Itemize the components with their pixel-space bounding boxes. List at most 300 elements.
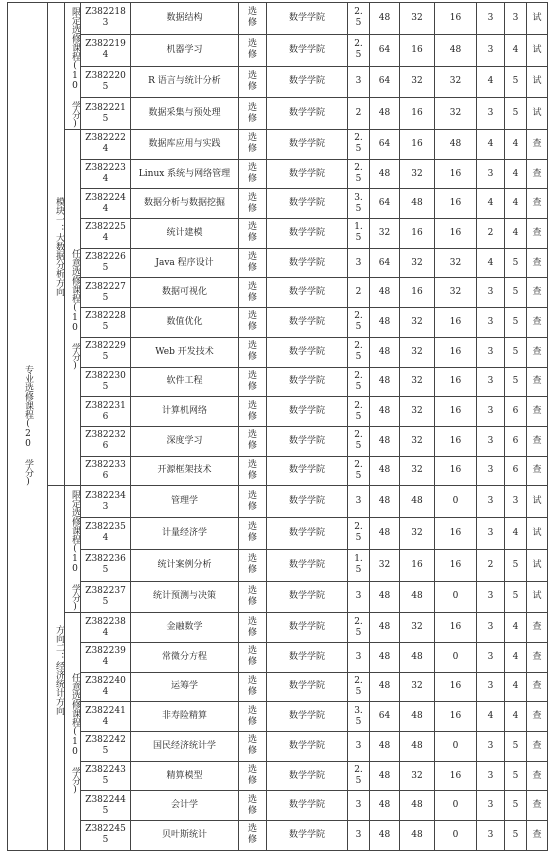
assessment-text: 查 [532, 740, 542, 751]
lecture-hours-text: 16 [411, 138, 423, 149]
total-hours-text: 64 [378, 711, 391, 722]
lecture-hours-text: 32 [411, 76, 423, 87]
course-kind [239, 702, 267, 732]
total-hours [370, 367, 400, 397]
lecture-hours [400, 397, 435, 427]
lecture-hours-text: 32 [411, 316, 423, 327]
credit-term [477, 3, 505, 35]
course-name [131, 397, 239, 427]
college-text: 数学学院 [288, 465, 325, 476]
weekly-hours-text: 5 [512, 800, 519, 811]
course-code-suffix: 4 [102, 233, 109, 244]
course-kind-char: 选 [247, 133, 257, 144]
weekly-hours [505, 642, 527, 672]
course-kind-char: 选 [247, 7, 257, 18]
credits [348, 308, 370, 338]
course-code-main: Z382245 [85, 824, 126, 835]
lecture-hours-text: 48 [411, 829, 423, 840]
table-row [8, 672, 548, 702]
credit-term [477, 337, 505, 367]
lab-hours [435, 278, 477, 308]
college-text: 数学学院 [288, 346, 325, 357]
assessment-text: 查 [532, 465, 542, 476]
credit-term-text: 3 [487, 108, 494, 119]
weekly-hours [505, 248, 527, 278]
course-code-main: Z382228 [85, 311, 126, 322]
credit-term-text: 3 [487, 681, 494, 692]
course-kind-char: 修 [247, 174, 257, 185]
total-hours-text: 64 [378, 76, 391, 87]
credits-suffix: 5 [355, 533, 362, 544]
college [267, 613, 348, 643]
lab-hours [435, 702, 477, 732]
assessment-text: 试 [532, 12, 542, 23]
total-hours [370, 219, 400, 249]
course-code-suffix: 5 [102, 776, 109, 787]
credit-term [477, 98, 505, 130]
course-code-suffix: 4 [102, 533, 109, 544]
college-text: 数学学院 [288, 257, 325, 268]
course-kind [239, 66, 267, 98]
lab-hours [435, 821, 477, 851]
lecture-hours-text: 16 [411, 44, 423, 55]
credit-term-text: 2 [487, 227, 494, 238]
lecture-hours-text: 16 [411, 227, 423, 238]
course-name [131, 219, 239, 249]
course-code-main: Z382231 [85, 400, 126, 411]
module-label-text: 方向二：经济统计方向 [54, 625, 64, 715]
weekly-hours [505, 367, 527, 397]
course-name-text: 运筹学 [170, 681, 198, 692]
lab-hours-text: 16 [449, 622, 462, 633]
credit-term-text: 3 [487, 346, 494, 357]
total-hours [370, 791, 400, 821]
course-name [131, 34, 239, 66]
credits [348, 219, 370, 249]
weekly-hours-text: 6 [512, 435, 519, 446]
course-code [81, 821, 131, 851]
lab-hours [435, 581, 477, 613]
group-label-text: 任意选修课程(10 学分) [70, 248, 80, 371]
credit-term-text: 3 [487, 527, 494, 538]
college-text: 数学学院 [288, 168, 325, 179]
course-kind-char: 选 [247, 459, 257, 470]
assessment-text: 查 [532, 198, 542, 209]
course-kind [239, 130, 267, 160]
lab-hours-text: 16 [449, 316, 462, 327]
credits-main: 2. [354, 400, 363, 411]
lab-hours [435, 518, 477, 550]
credit-term [477, 130, 505, 160]
total-hours [370, 189, 400, 219]
course-name-text: 数据采集与预处理 [148, 108, 221, 119]
course-code-main: Z382236 [85, 554, 126, 565]
credits-main: 3 [355, 800, 362, 811]
credit-term-text: 4 [487, 138, 494, 149]
course-code-suffix: 3 [102, 18, 109, 29]
lab-hours-text: 16 [449, 527, 462, 538]
course-code-suffix: 5 [102, 113, 109, 124]
college [267, 518, 348, 550]
credits-suffix: 5 [355, 565, 362, 576]
weekly-hours-text: 4 [512, 681, 519, 692]
category-label-text: 专业选修课程(20 学分) [23, 365, 33, 488]
course-code [81, 397, 131, 427]
credit-term-text: 3 [487, 316, 494, 327]
credit-term [477, 34, 505, 66]
credits-suffix: 5 [355, 50, 362, 61]
credits [348, 159, 370, 189]
total-hours [370, 761, 400, 791]
course-kind-char: 选 [247, 824, 257, 835]
college-text: 数学学院 [288, 527, 325, 538]
course-kind-char: 修 [247, 596, 257, 607]
course-kind-char: 修 [247, 716, 257, 727]
lecture-hours-text: 48 [411, 496, 423, 507]
course-name-text: 数值优化 [166, 316, 203, 327]
credits-suffix: 5 [355, 441, 362, 452]
course-code-suffix: 4 [102, 657, 109, 668]
weekly-hours [505, 672, 527, 702]
course-kind-char: 选 [247, 341, 257, 352]
college-text: 数学学院 [288, 227, 325, 238]
course-kind [239, 426, 267, 456]
course-code-suffix: 4 [102, 144, 109, 155]
lab-hours-text: 16 [449, 376, 462, 387]
credits [348, 98, 370, 130]
course-kind-char: 修 [247, 113, 257, 124]
weekly-hours [505, 159, 527, 189]
credits [348, 337, 370, 367]
course-kind-char: 修 [247, 322, 257, 333]
table-row [8, 613, 548, 643]
lab-hours [435, 308, 477, 338]
lab-hours [435, 34, 477, 66]
course-code [81, 248, 131, 278]
credit-term [477, 397, 505, 427]
assessment-text: 查 [532, 316, 542, 327]
college-text: 数学学院 [288, 198, 325, 209]
course-name [131, 278, 239, 308]
course-code-main: Z382235 [85, 522, 126, 533]
weekly-hours-text: 4 [512, 711, 519, 722]
course-kind-char: 选 [247, 585, 257, 596]
credits [348, 426, 370, 456]
course-kind-char: 修 [247, 533, 257, 544]
course-code-main: Z382237 [85, 585, 126, 596]
credit-term [477, 189, 505, 219]
course-kind-char: 选 [247, 430, 257, 441]
college [267, 456, 348, 486]
group-label-text: 限定选修课程(10 学分) [70, 490, 80, 613]
assessment-text: 查 [532, 435, 542, 446]
weekly-hours [505, 426, 527, 456]
table-row [8, 248, 548, 278]
lab-hours-text: 48 [449, 44, 462, 55]
total-hours [370, 518, 400, 550]
assessment [527, 456, 548, 486]
course-code-main: Z382221 [85, 102, 126, 113]
credit-term [477, 248, 505, 278]
course-code-main: Z382220 [85, 70, 126, 81]
course-code-suffix: 4 [102, 716, 109, 727]
table-row [8, 791, 548, 821]
total-hours [370, 581, 400, 613]
assessment [527, 613, 548, 643]
course-kind [239, 486, 267, 518]
course-code [81, 219, 131, 249]
course-code-suffix: 5 [102, 596, 109, 607]
credit-term-text: 4 [487, 257, 494, 268]
course-kind-char: 修 [247, 776, 257, 787]
lab-hours-text: 16 [449, 346, 462, 357]
lab-hours [435, 397, 477, 427]
credit-term-text: 3 [487, 435, 494, 446]
credit-term [477, 702, 505, 732]
college [267, 98, 348, 130]
credit-term-text: 3 [487, 800, 494, 811]
assessment [527, 130, 548, 160]
table-row [8, 367, 548, 397]
college-text: 数学学院 [288, 76, 325, 87]
weekly-hours-text: 5 [512, 376, 519, 387]
lab-hours [435, 367, 477, 397]
course-name [131, 613, 239, 643]
college-text: 数学学院 [288, 44, 325, 55]
course-code-main: Z382233 [85, 459, 126, 470]
course-kind-char: 选 [247, 554, 257, 565]
total-hours [370, 549, 400, 581]
college-text: 数学学院 [288, 406, 325, 417]
lecture-hours [400, 337, 435, 367]
course-kind [239, 791, 267, 821]
lecture-hours-text: 16 [411, 559, 423, 570]
lecture-hours [400, 34, 435, 66]
credits-main: 2 [355, 108, 362, 119]
course-name-text: 数据可视化 [161, 287, 207, 298]
course-code-main: Z382224 [85, 192, 126, 203]
lecture-hours [400, 98, 435, 130]
course-code-main: Z382240 [85, 675, 126, 686]
lecture-hours-text: 32 [411, 257, 423, 268]
lecture-hours [400, 456, 435, 486]
total-hours [370, 642, 400, 672]
credits [348, 613, 370, 643]
lecture-hours [400, 642, 435, 672]
assessment-text: 试 [532, 108, 542, 119]
lab-hours [435, 248, 477, 278]
table-row [8, 761, 548, 791]
assessment-text: 查 [532, 711, 542, 722]
weekly-hours-text: 5 [512, 287, 519, 298]
weekly-hours [505, 456, 527, 486]
lab-hours-text: 16 [449, 168, 462, 179]
total-hours-text: 48 [378, 346, 391, 357]
college-text: 数学学院 [288, 138, 325, 149]
course-name [131, 761, 239, 791]
weekly-hours-text: 5 [512, 740, 519, 751]
credit-term [477, 791, 505, 821]
lab-hours [435, 791, 477, 821]
credits-suffix: 5 [355, 411, 362, 422]
lecture-hours-text: 48 [411, 800, 423, 811]
total-hours-text: 48 [378, 651, 391, 662]
course-code [81, 549, 131, 581]
total-hours-text: 48 [378, 829, 391, 840]
college [267, 732, 348, 762]
course-name-text: 计量经济学 [161, 527, 207, 538]
credits-main: 2. [354, 675, 363, 686]
college [267, 308, 348, 338]
credits [348, 642, 370, 672]
credits-main: 2 [355, 287, 362, 298]
course-code-main: Z382218 [85, 7, 126, 18]
weekly-hours [505, 189, 527, 219]
course-code-main: Z382225 [85, 222, 126, 233]
credit-term [477, 821, 505, 851]
lecture-hours [400, 761, 435, 791]
assessment [527, 702, 548, 732]
course-kind-char: 选 [247, 163, 257, 174]
college [267, 791, 348, 821]
credits [348, 130, 370, 160]
lecture-hours [400, 581, 435, 613]
assessment-text: 查 [532, 622, 542, 633]
course-name [131, 732, 239, 762]
college-text: 数学学院 [288, 559, 325, 570]
college [267, 549, 348, 581]
course-kind-char: 选 [247, 400, 257, 411]
assessment [527, 642, 548, 672]
course-kind-char: 修 [247, 657, 257, 668]
lecture-hours-text: 48 [411, 198, 423, 209]
credits-main: 2. [354, 370, 363, 381]
weekly-hours [505, 791, 527, 821]
lecture-hours-text: 48 [411, 740, 423, 751]
course-kind [239, 159, 267, 189]
credit-term [477, 549, 505, 581]
credit-term-text: 4 [487, 711, 494, 722]
course-code [81, 278, 131, 308]
course-code-suffix: 4 [102, 203, 109, 214]
table-row [8, 189, 548, 219]
credits-main: 3. [354, 705, 363, 716]
course-code-main: Z382223 [85, 163, 126, 174]
total-hours-text: 32 [378, 227, 391, 238]
weekly-hours-text: 3 [512, 496, 519, 507]
weekly-hours-text: 4 [512, 651, 519, 662]
total-hours [370, 397, 400, 427]
lecture-hours-text: 32 [411, 622, 423, 633]
course-code [81, 98, 131, 130]
weekly-hours-text: 4 [512, 227, 519, 238]
lecture-hours-text: 32 [411, 681, 423, 692]
lab-hours [435, 3, 477, 35]
course-name-text: 软件工程 [166, 376, 203, 387]
lecture-hours [400, 426, 435, 456]
lecture-hours [400, 367, 435, 397]
assessment [527, 189, 548, 219]
module-label [48, 3, 65, 486]
lecture-hours-text: 16 [411, 287, 423, 298]
course-code-main: Z382243 [85, 765, 126, 776]
lecture-hours-text: 48 [411, 711, 423, 722]
course-code-suffix: 5 [102, 746, 109, 757]
course-kind-char: 修 [247, 835, 257, 846]
college [267, 367, 348, 397]
course-kind [239, 248, 267, 278]
credit-term-text: 3 [487, 770, 494, 781]
credit-term [477, 278, 505, 308]
weekly-hours-text: 5 [512, 829, 519, 840]
course-name [131, 66, 239, 98]
weekly-hours [505, 702, 527, 732]
weekly-hours-text: 5 [512, 316, 519, 327]
course-code-suffix: 5 [102, 381, 109, 392]
weekly-hours [505, 337, 527, 367]
total-hours-text: 48 [378, 406, 391, 417]
weekly-hours-text: 6 [512, 465, 519, 476]
course-kind-char: 选 [247, 522, 257, 533]
assessment [527, 66, 548, 98]
lecture-hours-text: 32 [411, 465, 423, 476]
course-code [81, 581, 131, 613]
assessment [527, 159, 548, 189]
lecture-hours-text: 32 [411, 12, 423, 23]
credits-main: 3 [355, 740, 362, 751]
course-name [131, 821, 239, 851]
course-code-suffix: 5 [102, 352, 109, 363]
credits-suffix: 5 [355, 716, 362, 727]
course-name [131, 3, 239, 35]
weekly-hours-text: 4 [512, 198, 519, 209]
lab-hours [435, 130, 477, 160]
credits [348, 34, 370, 66]
total-hours-text: 48 [378, 12, 391, 23]
credits-main: 2. [354, 765, 363, 776]
total-hours-text: 48 [378, 465, 391, 476]
course-kind-char: 修 [247, 233, 257, 244]
total-hours-text: 48 [378, 108, 391, 119]
course-name-text: 数据库应用与实践 [148, 138, 221, 149]
lab-hours-text: 0 [452, 591, 459, 602]
course-code [81, 761, 131, 791]
assessment [527, 426, 548, 456]
credits [348, 248, 370, 278]
total-hours-text: 48 [378, 527, 391, 538]
lab-hours-text: 48 [449, 138, 462, 149]
course-kind-char: 选 [247, 39, 257, 50]
credit-term [477, 66, 505, 98]
credits-main: 2. [354, 7, 363, 18]
weekly-hours [505, 581, 527, 613]
total-hours-text: 48 [378, 316, 391, 327]
college-text: 数学学院 [288, 591, 325, 602]
assessment [527, 34, 548, 66]
credits-suffix: 5 [355, 470, 362, 481]
course-kind [239, 642, 267, 672]
college-text: 数学学院 [288, 622, 325, 633]
group-label [65, 486, 81, 613]
course-kind-char: 修 [247, 805, 257, 816]
weekly-hours [505, 219, 527, 249]
assessment-text: 试 [532, 591, 542, 602]
course-kind-char: 选 [247, 735, 257, 746]
course-name-text: 开源框架技术 [157, 465, 212, 476]
credits [348, 189, 370, 219]
course-code-suffix: 6 [102, 470, 109, 481]
course-code [81, 34, 131, 66]
